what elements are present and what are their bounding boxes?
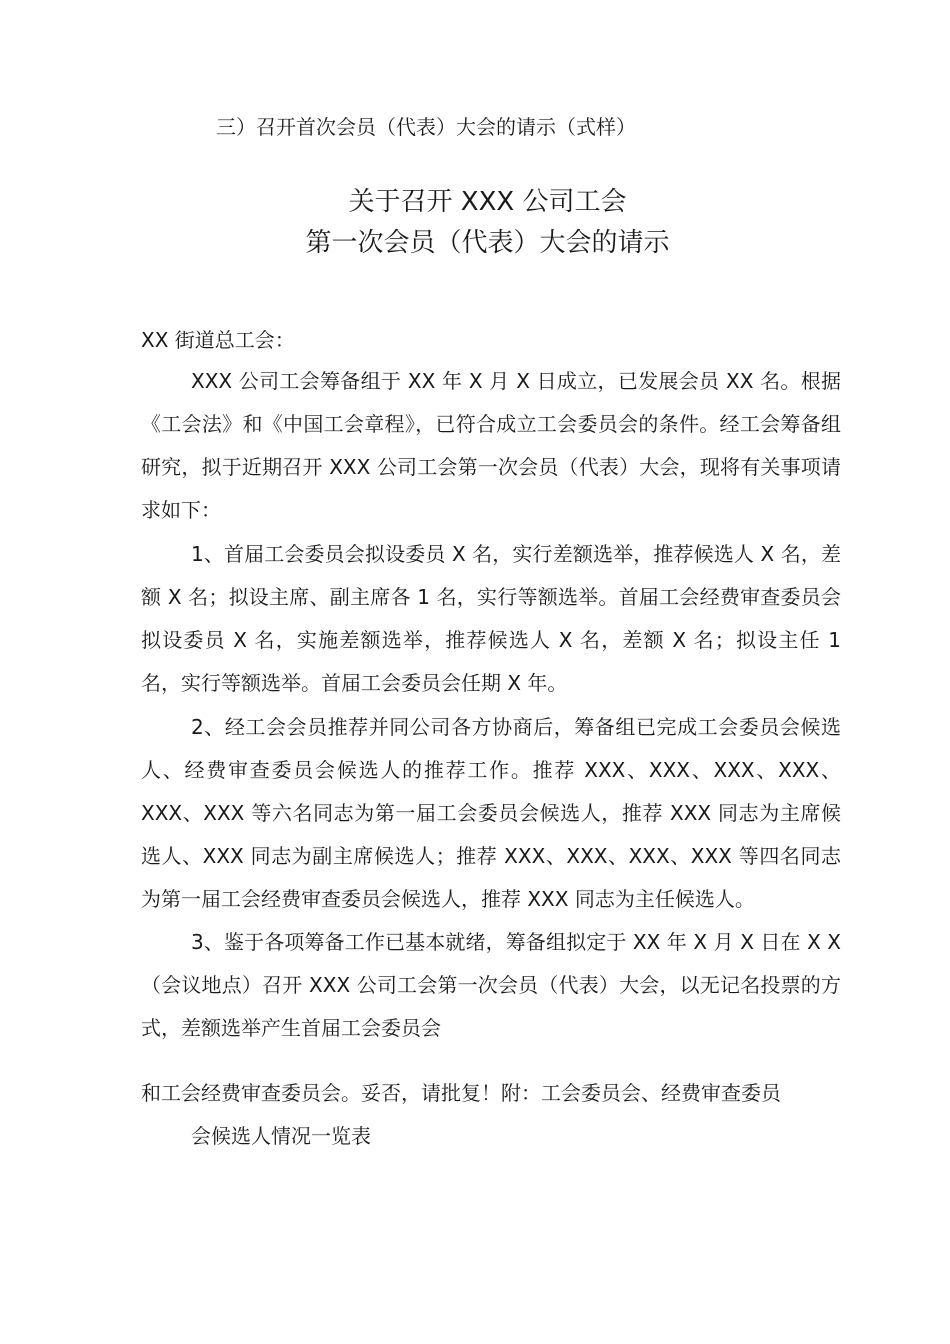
item-1-block (141, 533, 841, 705)
intro-paragraph-block (141, 360, 841, 532)
section-heading: 三）召开首次会员（代表）大会的请示（式样） (216, 115, 636, 139)
intro-paragraph: XXX 公司工会筹备组于 XX 年 X 月 X 日成立，已发展会员 XX 名。根据《工会法》和《中国工会章程》，已符合成立工会委员会的条件。经工会筹备组研究，拟于近期召开 XXX 公司工会第一次会员（代表）大会，现将有关事项请求如下： (141, 369, 841, 522)
item-2-block (141, 706, 841, 921)
item-3-paragraph: 3、鉴于各项筹备工作已基本就绪，筹备组拟定于 XX 年 X 月 X 日在 X X（会议地点）召开 XXX 公司工会第一次会员（代表）大会，以无记名投票的方式，差额选举产生首届工会委员会 (141, 930, 841, 1040)
closing-block (141, 1072, 841, 1158)
item-3-block (141, 921, 841, 1050)
closing-line-1: 和工会经费审查委员会。妥否，请批复！附：工会委员会、经费审查委员 (141, 1081, 781, 1105)
item-1-paragraph: 1、首届工会委员会拟设委员 X 名，实行差额选举，推荐候选人 X 名，差额 X 名；拟设主席、副主席各 1 名，实行等额选举。首届工会经费审查委员会拟设委员 X 名，实施差额选举，推荐候选人 X 名，差额 X 名；拟设主任 1 名，实行等额选举。首届工会委员会任期 X 年。 (141, 542, 841, 695)
item-2-paragraph: 2、经工会会员推荐并同公司各方协商后，筹备组已完成工会委员会候选人、经费审查委员会候选人的推荐工作。推荐 XXX、XXX、XXX、XXX、XXX、XXX 等六名同志为第一届工会委员会候选人，推荐 XXX 同志为主席候选人、XXX 同志为副主席候选人；推荐 XXX、XXX、XXX、XXX 等四名同志为第一届工会经费审查委员会候选人，推荐 XXX 同志为主任候选人。 (141, 715, 841, 911)
document-title-line-1: 关于召开 XXX 公司工会 (348, 187, 627, 217)
document-title-line-2: 第一次会员（代表）大会的请示 (305, 228, 670, 258)
closing-line-2: 会候选人情况一览表 (191, 1124, 371, 1148)
addressee: XX 街道总工会： (141, 328, 295, 352)
